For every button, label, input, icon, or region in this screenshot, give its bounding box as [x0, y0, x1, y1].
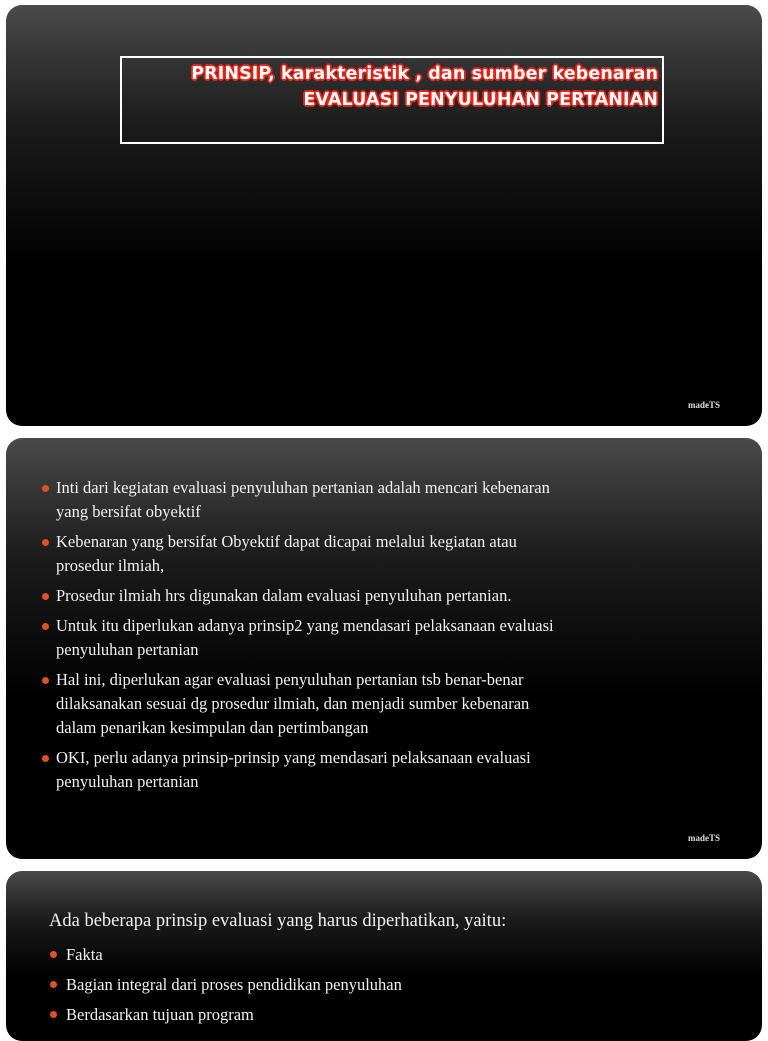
- bullet-text: penyuluhan pertanian: [56, 772, 199, 791]
- bullet-text: prosedur ilmiah,: [56, 556, 165, 575]
- bullet-list: [42, 476, 632, 800]
- list-item: [42, 668, 632, 740]
- bullet-icon: [42, 485, 49, 492]
- bullet-text: Berdasarkan tujuan program: [66, 1005, 254, 1024]
- bullet-text: Prosedur ilmiah hrs digunakan dalam evaluasi penyuluhan pertanian.: [56, 586, 512, 605]
- bullet-text: Hal ini, diperlukan agar evaluasi penyuluhan pertanian tsb benar-benar: [56, 670, 524, 689]
- slide-1: [6, 5, 762, 426]
- title-box: [120, 56, 664, 144]
- list-item: [42, 476, 632, 524]
- bullet-text: Inti dari kegiatan evaluasi penyuluhan pertanian adalah mencari kebenaran: [56, 478, 550, 497]
- list-item: [42, 614, 632, 662]
- bullet-text: dilaksanakan sesuai dg prosedur ilmiah, dan menjadi sumber kebenaran: [56, 694, 530, 713]
- list-item: [42, 530, 632, 578]
- bullet-icon: [42, 755, 49, 762]
- slide-footer: madeTS: [687, 833, 720, 843]
- bullet-text: dalam penarikan kesimpulan dan pertimbangan: [56, 718, 369, 737]
- list-item: [50, 943, 700, 967]
- slide-2: [6, 438, 762, 859]
- slide-3: [6, 871, 762, 1041]
- list-item: [42, 746, 632, 794]
- bullet-text: penyuluhan pertanian: [56, 640, 199, 659]
- title-line-2: EVALUASI PENYULUHAN PERTANIAN: [303, 90, 658, 110]
- bullet-icon: [42, 539, 49, 546]
- title-line-1: PRINSIP, karakteristik , dan sumber kebenaran: [191, 64, 658, 84]
- bullet-icon: [50, 951, 57, 958]
- bullet-icon: [42, 593, 49, 600]
- bullet-text: Kebenaran yang bersifat Obyektif dapat dicapai melalui kegiatan atau: [56, 532, 517, 551]
- bullet-text: OKI, perlu adanya prinsip-prinsip yang mendasari pelaksanaan evaluasi: [56, 748, 531, 767]
- bullet-text: Bagian integral dari proses pendidikan penyuluhan: [66, 975, 402, 994]
- bullet-icon: [50, 1011, 57, 1018]
- intro-text: Ada beberapa prinsip evaluasi yang harus diperhatikan, yaitu:: [49, 911, 507, 931]
- bullet-icon: [50, 981, 57, 988]
- bullet-text: yang bersifat obyektif: [56, 502, 201, 521]
- bullet-icon: [42, 677, 49, 684]
- bullet-list: [50, 943, 700, 1033]
- list-item: [42, 584, 632, 608]
- slide-footer: madeTS: [687, 400, 720, 410]
- list-item: [50, 973, 700, 997]
- bullet-text: Fakta: [66, 945, 103, 964]
- bullet-text: Untuk itu diperlukan adanya prinsip2 yang mendasari pelaksanaan evaluasi: [56, 616, 554, 635]
- list-item: [50, 1003, 700, 1027]
- bullet-icon: [42, 623, 49, 630]
